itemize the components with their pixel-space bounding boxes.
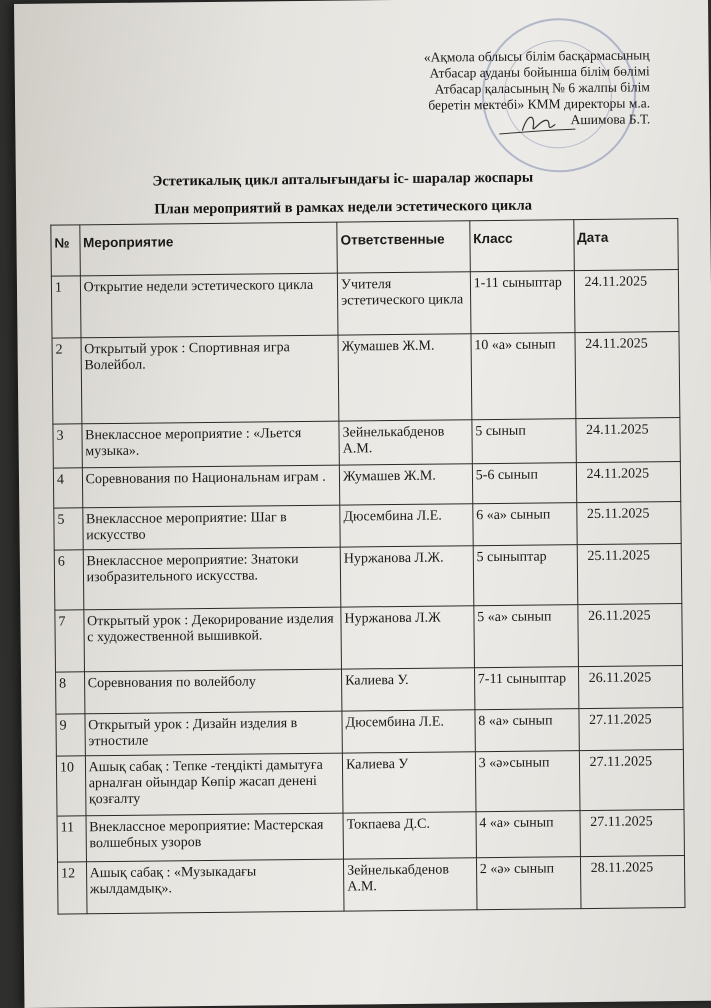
row-date: 26.11.2025 xyxy=(577,604,682,667)
row-class: 7-11 сыныптар xyxy=(474,667,578,710)
row-date: 24.11.2025 xyxy=(575,418,680,463)
signature-icon xyxy=(497,108,577,139)
row-responsible: Жумашев Ж.М. xyxy=(339,464,472,505)
row-num: 2 xyxy=(52,338,82,424)
table-row xyxy=(52,332,680,425)
row-class: 2 «ә» сынып xyxy=(476,857,580,910)
table-row xyxy=(57,856,685,915)
row-event: Ашық сабақ : Тепке -теңдікті дамытуға арналған ойындар Көпір жасап денені қозғалту xyxy=(85,753,343,816)
row-date: 26.11.2025 xyxy=(578,666,683,709)
table-row xyxy=(56,708,683,757)
row-class: 5 «а» сынып xyxy=(474,605,578,668)
row-num: 10 xyxy=(56,756,85,816)
table-header-row xyxy=(51,219,678,277)
row-responsible: Жумашев Ж.М. xyxy=(338,334,472,421)
row-event: Внеклассное мероприятие : «Льется музыка». xyxy=(82,421,340,468)
row-event: Внеклассное мероприятие: Знатоки изобразительного искусства. xyxy=(83,547,341,610)
events-table xyxy=(50,218,685,915)
row-event: Открытый урок : Спортивная игра Волейбол. xyxy=(81,335,339,424)
row-class: 6 «а» сынып xyxy=(473,503,577,546)
header-line: Атбасар ауданы бойынша білім бөлімі xyxy=(429,63,650,81)
table-row xyxy=(51,270,679,339)
document-page xyxy=(14,0,711,1008)
row-num: 1 xyxy=(51,276,80,338)
row-class: 5 сынып xyxy=(472,419,576,464)
row-num: 6 xyxy=(54,550,83,610)
title-russian: План мероприятий в рамках недели эстетического цикла xyxy=(154,197,533,218)
header-num: № xyxy=(51,225,80,276)
header-line: «Ақмола облысы білім басқармасының xyxy=(423,47,650,65)
row-class: 5 сыныптар xyxy=(473,545,577,606)
row-responsible: Зейнелькабденов А.М. xyxy=(344,858,477,911)
row-responsible: Калиева У xyxy=(342,752,475,813)
row-event: Соревнования по волейболу xyxy=(84,669,342,714)
row-num: 7 xyxy=(55,610,84,672)
table-row xyxy=(56,750,684,817)
row-date: 24.11.2025 xyxy=(575,332,680,419)
row-class: 4 «а» сынып xyxy=(476,811,580,858)
row-event: Открытый урок : Дизайн изделия в этностиле xyxy=(85,711,343,756)
row-date: 27.11.2025 xyxy=(579,750,684,811)
row-class: 10 «а» сынып xyxy=(471,333,576,420)
table-row xyxy=(54,502,681,551)
row-date: 24.11.2025 xyxy=(574,270,679,333)
row-date: 28.11.2025 xyxy=(580,856,685,909)
row-date: 25.11.2025 xyxy=(577,544,682,605)
row-date: 27.11.2025 xyxy=(580,810,685,857)
row-num: 3 xyxy=(53,424,82,468)
row-event: Внеклассное мероприятие: Мастерская волшебных узоров xyxy=(86,813,344,862)
row-class: 1-11 сыныптар xyxy=(470,271,574,334)
row-responsible: Нуржанова Л.Ж. xyxy=(340,546,473,607)
header-line: беретін мектебі» КММ директоры м.а. xyxy=(428,95,651,113)
row-responsible: Нуржанова Л.Ж xyxy=(341,606,474,669)
row-responsible: Дюсембина Л.Е. xyxy=(340,504,473,547)
row-event: Ашық сабақ : «Музыкадағы жылдамдық». xyxy=(86,859,344,914)
header-line: Атбасар қаласының № 6 жалпы білім xyxy=(434,79,650,97)
row-event: Соревнования по Национальнам играм . xyxy=(82,465,340,508)
row-date: 24.11.2025 xyxy=(576,462,681,503)
header-class: Класс xyxy=(470,220,574,272)
row-responsible: Зейнелькабденов А.М. xyxy=(339,420,472,465)
row-responsible: Учителя эстетического цикла xyxy=(337,272,470,335)
row-class: 5-6 сынып xyxy=(472,463,576,504)
row-num: 9 xyxy=(56,714,85,756)
row-num: 12 xyxy=(57,862,86,914)
row-date: 27.11.2025 xyxy=(579,708,684,751)
row-responsible: Токпаева Д.С. xyxy=(343,812,476,859)
table-row xyxy=(57,810,684,863)
row-class: 8 «а» сынып xyxy=(475,709,579,752)
row-responsible: Дюсембина Л.Е. xyxy=(342,710,475,753)
header-date: Дата xyxy=(573,219,678,271)
table-row xyxy=(53,462,680,509)
title-kazakh: Эстетикалық цикл апталығындағы іс- шаралар жоспары xyxy=(152,169,534,190)
row-date: 25.11.2025 xyxy=(576,502,681,545)
table-row xyxy=(55,604,683,673)
row-event: Открытие недели эстетического цикла xyxy=(80,273,338,338)
table-row xyxy=(54,544,682,611)
table-row xyxy=(53,418,680,469)
row-event: Открытый урок : Декорирование изделия с художественной вышивкой. xyxy=(83,607,341,672)
header-event: Мероприятие xyxy=(79,222,337,276)
row-num: 11 xyxy=(57,816,86,862)
row-num: 4 xyxy=(53,468,82,508)
header-responsible: Ответственные xyxy=(337,221,470,273)
row-responsible: Калиева У. xyxy=(342,668,475,711)
table-row xyxy=(55,666,682,715)
row-num: 8 xyxy=(55,672,84,714)
row-class: 3 «ә»сынып xyxy=(475,751,579,812)
header-director-name: Ашимова Б.Т. xyxy=(570,111,651,128)
row-num: 5 xyxy=(54,508,83,550)
row-event: Внеклассное мероприятие: Шаг в искусство xyxy=(82,505,340,550)
